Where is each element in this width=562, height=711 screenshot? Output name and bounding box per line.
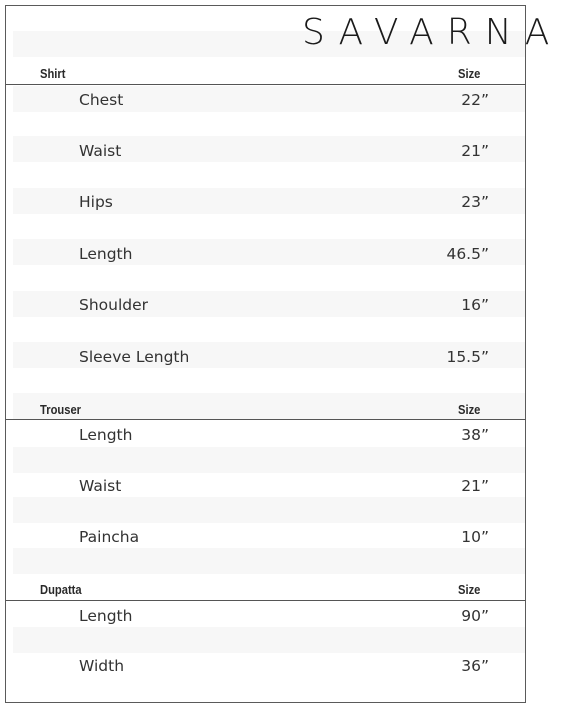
section-title-trouser: Trouser: [40, 402, 82, 417]
measure-value: 10”: [461, 528, 489, 546]
measure-label: Shoulder: [79, 296, 149, 314]
measure-value: 15.5”: [446, 348, 489, 366]
measure-label: Sleeve Length: [79, 348, 190, 366]
section-title-shirt: Shirt: [40, 66, 66, 81]
measure-label: Waist: [79, 477, 122, 495]
row-band: [13, 497, 525, 523]
measure-value: 38”: [461, 426, 489, 444]
measure-value: 23”: [461, 193, 489, 211]
section-title-dupatta: Dupatta: [40, 582, 82, 597]
size-header: Size: [458, 66, 481, 81]
size-header: Size: [458, 582, 481, 597]
section-divider: [6, 600, 526, 601]
row-band: [13, 627, 525, 653]
measure-label: Chest: [79, 91, 124, 109]
section-divider: [6, 84, 526, 85]
measure-value: 90”: [461, 607, 489, 625]
measure-label: Width: [79, 657, 125, 675]
measure-value: 21”: [461, 477, 489, 495]
brand-logo: SAVARNA: [302, 12, 562, 53]
measure-value: 46.5”: [446, 245, 489, 263]
measure-label: Length: [79, 607, 133, 625]
row-band: [13, 548, 525, 574]
measure-value: 22”: [461, 91, 489, 109]
measure-label: Length: [79, 426, 133, 444]
measure-value: 16”: [461, 296, 489, 314]
row-band: [13, 447, 525, 473]
measure-label: Hips: [79, 193, 113, 211]
measure-label: Paincha: [79, 528, 140, 546]
size-header: Size: [458, 402, 481, 417]
measure-label: Length: [79, 245, 133, 263]
row-band: [13, 393, 525, 419]
measure-value: 21”: [461, 142, 489, 160]
section-divider: [6, 419, 526, 420]
measure-label: Waist: [79, 142, 122, 160]
measure-value: 36”: [461, 657, 489, 675]
